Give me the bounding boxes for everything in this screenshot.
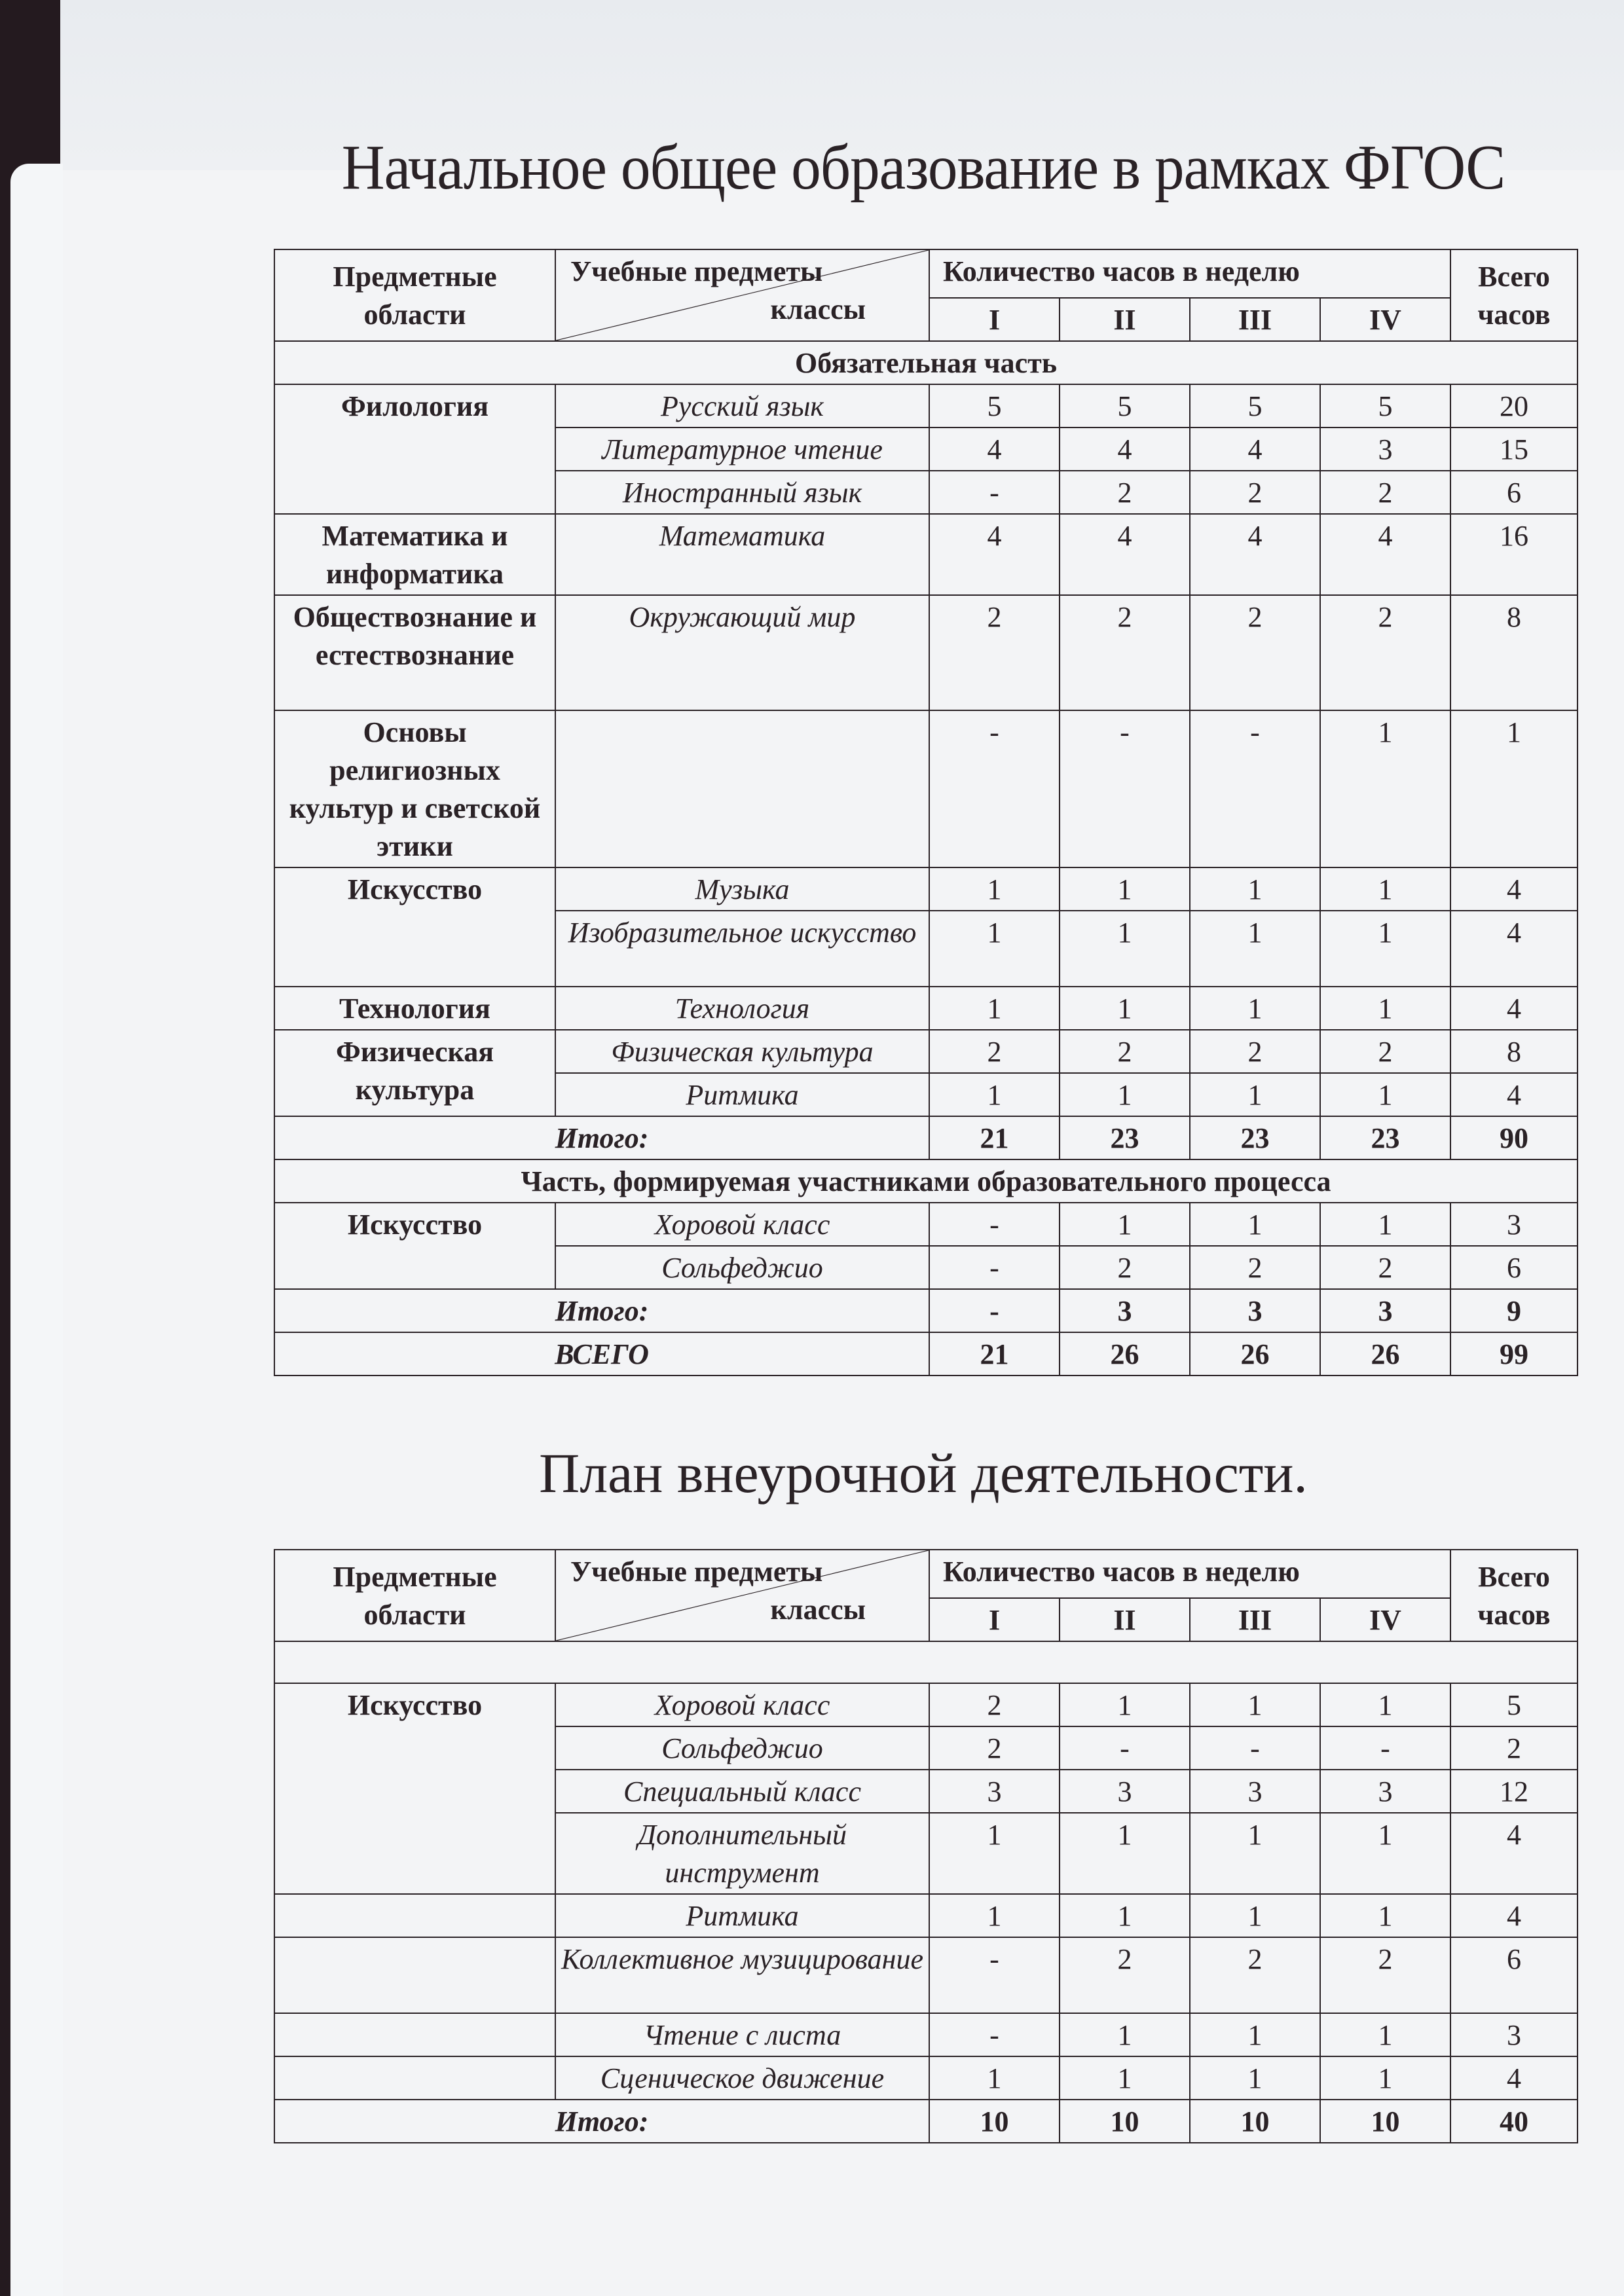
hours-cell: 2 — [1320, 1030, 1450, 1073]
total-label: Итого: — [274, 1289, 929, 1332]
hours-cell: 2 — [1060, 471, 1190, 514]
section-optional: Часть, формируемая участниками образовательного процесса — [274, 1159, 1578, 1203]
subject-area — [274, 2056, 555, 2100]
paper-edge — [10, 164, 63, 2296]
hours-cell: 2 — [1320, 471, 1450, 514]
total-cell: 12 — [1450, 1770, 1578, 1813]
total-cell: 4 — [1450, 987, 1578, 1030]
total-hours-cell: 23 — [1190, 1116, 1320, 1159]
hours-cell: 2 — [1060, 1246, 1190, 1289]
hours-cell: 4 — [1060, 428, 1190, 471]
hours-cell: - — [929, 1203, 1060, 1246]
hours-cell: 1 — [1190, 1894, 1320, 1937]
total-cell: 6 — [1450, 1937, 1578, 2013]
total-cell: 8 — [1450, 1030, 1578, 1073]
header-grade: IV — [1320, 298, 1450, 341]
total-hours-cell: 26 — [1060, 1332, 1190, 1376]
subject-name: Музыка — [555, 867, 929, 911]
hours-cell: 2 — [929, 1030, 1060, 1073]
page-title-main: Начальное общее образование в рамках ФГОС — [341, 132, 1505, 203]
section-optional-row — [274, 1159, 1578, 1203]
hours-cell: 1 — [1060, 1203, 1190, 1246]
total-label: ВСЕГО — [274, 1332, 929, 1376]
total-cell: 4 — [1450, 867, 1578, 911]
total-cell: 4 — [1450, 1813, 1578, 1894]
extracurricular-table — [274, 1549, 1578, 2143]
hours-cell: 1 — [1320, 911, 1450, 987]
hours-cell: 1 — [1190, 2013, 1320, 2056]
total-hours-cell: 26 — [1320, 1332, 1450, 1376]
hours-cell: 3 — [1320, 428, 1450, 471]
total-cell: 8 — [1450, 595, 1578, 710]
total-hours-cell: - — [929, 1289, 1060, 1332]
total-sum-cell: 9 — [1450, 1289, 1578, 1332]
total-cell: 3 — [1450, 2013, 1578, 2056]
hours-cell: 3 — [1320, 1770, 1450, 1813]
header-hours-per-week: Количество часов в неделю — [929, 249, 1450, 298]
hours-cell: 5 — [1320, 384, 1450, 428]
total-hours-cell: 26 — [1190, 1332, 1320, 1376]
hours-cell: 4 — [929, 428, 1060, 471]
subject-name: Иностранный язык — [555, 471, 929, 514]
header-grade: III — [1190, 1598, 1320, 1641]
table-row — [274, 1894, 1578, 1937]
hours-cell: 1 — [1320, 1894, 1450, 1937]
hours-cell: 1 — [1190, 1203, 1320, 1246]
hours-cell: 2 — [929, 1726, 1060, 1770]
table-row — [274, 1030, 1578, 1073]
hours-cell: 1 — [929, 1813, 1060, 1894]
grand-total-row — [274, 1332, 1578, 1376]
header-grade: III — [1190, 298, 1320, 341]
subject-name: Ритмика — [555, 1894, 929, 1937]
subject-area: Обществознание и естествознание — [274, 595, 555, 710]
total-hours-cell: 10 — [929, 2100, 1060, 2143]
hours-cell: 1 — [1190, 1813, 1320, 1894]
hours-cell: 3 — [929, 1770, 1060, 1813]
subject-name: Сценическое движение — [555, 2056, 929, 2100]
hours-cell: 2 — [1060, 1030, 1190, 1073]
hours-cell: 1 — [1190, 1073, 1320, 1116]
header-grade: II — [1060, 298, 1190, 341]
hours-cell: 1 — [1320, 1813, 1450, 1894]
hours-cell: 2 — [1320, 1246, 1450, 1289]
hours-cell: - — [1190, 1726, 1320, 1770]
total-hours-cell: 10 — [1320, 2100, 1450, 2143]
table-row — [274, 384, 1578, 428]
subject-area: Физическая культура — [274, 1030, 555, 1116]
hours-cell: 1 — [1190, 1683, 1320, 1726]
hours-cell: 1 — [1060, 1683, 1190, 1726]
hours-cell: 2 — [1190, 471, 1320, 514]
subject-area: Искусство — [274, 867, 555, 987]
hours-cell: 1 — [1190, 911, 1320, 987]
hours-cell: 2 — [1320, 595, 1450, 710]
subject-area: Математика и информатика — [274, 514, 555, 595]
hours-cell: 2 — [929, 595, 1060, 710]
header-subjects: Учебные предметы — [570, 255, 823, 287]
hours-cell: 1 — [1190, 987, 1320, 1030]
page-title-extracurricular: План внеурочной деятельности. — [539, 1442, 1308, 1504]
hours-cell: 1 — [1320, 2056, 1450, 2100]
header-subjects: Учебные предметы — [570, 1556, 823, 1588]
hours-cell: 1 — [929, 911, 1060, 987]
table-row — [274, 710, 1578, 867]
header-hours-per-week: Количество часов в неделю — [929, 1550, 1450, 1598]
subtotal-optional-row — [274, 1289, 1578, 1332]
hours-cell: 2 — [1190, 1937, 1320, 2013]
hours-cell: 1 — [1320, 1073, 1450, 1116]
subtotal-mandatory-row — [274, 1116, 1578, 1159]
hours-cell: - — [929, 1937, 1060, 2013]
hours-cell: 1 — [929, 867, 1060, 911]
header-classes: классы — [770, 1594, 866, 1626]
hours-cell: 1 — [1060, 911, 1190, 987]
hours-cell: - — [1060, 710, 1190, 867]
hours-cell: 2 — [1060, 1937, 1190, 2013]
total-cell: 16 — [1450, 514, 1578, 595]
hours-cell: - — [929, 2013, 1060, 2056]
total-cell: 3 — [1450, 1203, 1578, 1246]
subject-name: Хоровой класс — [555, 1683, 929, 1726]
hours-cell: 2 — [1060, 595, 1190, 710]
header-area: Предметные области — [274, 249, 555, 341]
hours-cell: - — [1060, 1726, 1190, 1770]
subject-name: Дополнительный инструмент — [555, 1813, 929, 1894]
total-cell: 5 — [1450, 1683, 1578, 1726]
hours-cell: - — [929, 1246, 1060, 1289]
hours-cell: 4 — [1190, 428, 1320, 471]
table-row — [274, 514, 1578, 595]
total-cell: 2 — [1450, 1726, 1578, 1770]
table-row — [274, 1203, 1578, 1246]
hours-cell: - — [929, 471, 1060, 514]
hours-cell: 1 — [929, 2056, 1060, 2100]
hours-cell: 1 — [1060, 867, 1190, 911]
hours-cell: 1 — [1320, 1683, 1450, 1726]
subject-name: Изобразительное искусство — [555, 911, 929, 987]
hours-cell: 1 — [929, 1073, 1060, 1116]
hours-cell: 2 — [1190, 595, 1320, 710]
hours-cell: 1 — [1060, 2056, 1190, 2100]
hours-cell: 4 — [1320, 514, 1450, 595]
subject-area — [274, 1894, 555, 1937]
subject-name: Литературное чтение — [555, 428, 929, 471]
hours-cell: 2 — [1190, 1246, 1320, 1289]
hours-cell: 1 — [1060, 1813, 1190, 1894]
subject-area — [274, 1937, 555, 2013]
hours-cell: 3 — [1190, 1770, 1320, 1813]
hours-cell: 1 — [1320, 710, 1450, 867]
subject-name: Русский язык — [555, 384, 929, 428]
subject-name: Хоровой класс — [555, 1203, 929, 1246]
subject-name: Физическая культура — [555, 1030, 929, 1073]
table-row — [274, 1683, 1578, 1726]
subject-name: Ритмика — [555, 1073, 929, 1116]
hours-cell: 1 — [1320, 867, 1450, 911]
header-total-hours: Всего часов — [1450, 1550, 1578, 1641]
total-label: Итого: — [274, 2100, 929, 2143]
subject-name: Коллективное музицирование — [555, 1937, 929, 2013]
header-area: Предметные области — [274, 1550, 555, 1641]
subject-name: Специальный класс — [555, 1770, 929, 1813]
subject-name: Математика — [555, 514, 929, 595]
subject-name — [555, 710, 929, 867]
table-row — [274, 595, 1578, 710]
subject-name: Технология — [555, 987, 929, 1030]
hours-cell: 1 — [929, 987, 1060, 1030]
total-cell: 1 — [1450, 710, 1578, 867]
header-subjects-classes — [555, 249, 929, 341]
hours-cell: 1 — [1060, 2013, 1190, 2056]
subject-area: Искусство — [274, 1203, 555, 1289]
total-cell: 4 — [1450, 2056, 1578, 2100]
hours-cell: 1 — [929, 1894, 1060, 1937]
table-row — [274, 987, 1578, 1030]
header-grade: I — [929, 1598, 1060, 1641]
hours-cell: 2 — [1320, 1937, 1450, 2013]
empty-section-row — [274, 1641, 1578, 1683]
header-grade: I — [929, 298, 1060, 341]
total-hours-cell: 3 — [1060, 1289, 1190, 1332]
hours-cell: 4 — [1060, 514, 1190, 595]
subject-name: Окружающий мир — [555, 595, 929, 710]
total-cell: 6 — [1450, 471, 1578, 514]
hours-cell: 1 — [1320, 2013, 1450, 2056]
hours-cell: 4 — [1190, 514, 1320, 595]
diagonal-divider — [556, 1550, 929, 1641]
total-sum-cell: 90 — [1450, 1116, 1578, 1159]
subtotal-row — [274, 2100, 1578, 2143]
total-sum-cell: 99 — [1450, 1332, 1578, 1376]
diagonal-divider — [556, 250, 929, 340]
hours-cell: 5 — [1190, 384, 1320, 428]
total-sum-cell: 40 — [1450, 2100, 1578, 2143]
subject-name: Чтение с листа — [555, 2013, 929, 2056]
total-cell: 15 — [1450, 428, 1578, 471]
header-total-hours: Всего часов — [1450, 249, 1578, 341]
header-grade: IV — [1320, 1598, 1450, 1641]
total-cell: 4 — [1450, 911, 1578, 987]
total-hours-cell: 3 — [1190, 1289, 1320, 1332]
total-label: Итого: — [274, 1116, 929, 1159]
subject-name: Сольфеджио — [555, 1246, 929, 1289]
total-hours-cell: 23 — [1320, 1116, 1450, 1159]
hours-cell: 1 — [1320, 987, 1450, 1030]
hours-cell: 4 — [929, 514, 1060, 595]
total-hours-cell: 3 — [1320, 1289, 1450, 1332]
hours-cell: 2 — [1190, 1030, 1320, 1073]
table-row — [274, 2013, 1578, 2056]
subject-area: Основы религиозных культур и светской этики — [274, 710, 555, 867]
hours-cell: 1 — [1190, 867, 1320, 911]
subject-area — [274, 2013, 555, 2056]
total-hours-cell: 10 — [1190, 2100, 1320, 2143]
hours-cell: - — [1320, 1726, 1450, 1770]
hours-cell: 1 — [1190, 2056, 1320, 2100]
hours-cell: - — [1190, 710, 1320, 867]
table-row — [274, 867, 1578, 911]
total-hours-cell: 21 — [929, 1332, 1060, 1376]
subject-area: Технология — [274, 987, 555, 1030]
curriculum-table — [274, 249, 1578, 1376]
header-classes: классы — [770, 293, 866, 325]
hours-cell: 1 — [1320, 1203, 1450, 1246]
total-hours-cell: 21 — [929, 1116, 1060, 1159]
section-mandatory: Обязательная часть — [274, 341, 1578, 384]
hours-cell: 1 — [1060, 1073, 1190, 1116]
total-cell: 4 — [1450, 1073, 1578, 1116]
header-grade: II — [1060, 1598, 1190, 1641]
hours-cell: 1 — [1060, 987, 1190, 1030]
hours-cell: 1 — [1060, 1894, 1190, 1937]
subject-area: Искусство — [274, 1683, 555, 1894]
hours-cell: 3 — [1060, 1770, 1190, 1813]
subject-name: Сольфеджио — [555, 1726, 929, 1770]
total-cell: 4 — [1450, 1894, 1578, 1937]
hours-cell: 5 — [929, 384, 1060, 428]
table-row — [274, 2056, 1578, 2100]
hours-cell: - — [929, 710, 1060, 867]
total-cell: 6 — [1450, 1246, 1578, 1289]
total-hours-cell: 10 — [1060, 2100, 1190, 2143]
total-cell: 20 — [1450, 384, 1578, 428]
table-row — [274, 1937, 1578, 2013]
hours-cell: 2 — [929, 1683, 1060, 1726]
hours-cell: 5 — [1060, 384, 1190, 428]
total-hours-cell: 23 — [1060, 1116, 1190, 1159]
header-subjects-classes — [555, 1550, 929, 1641]
subject-area: Филология — [274, 384, 555, 514]
